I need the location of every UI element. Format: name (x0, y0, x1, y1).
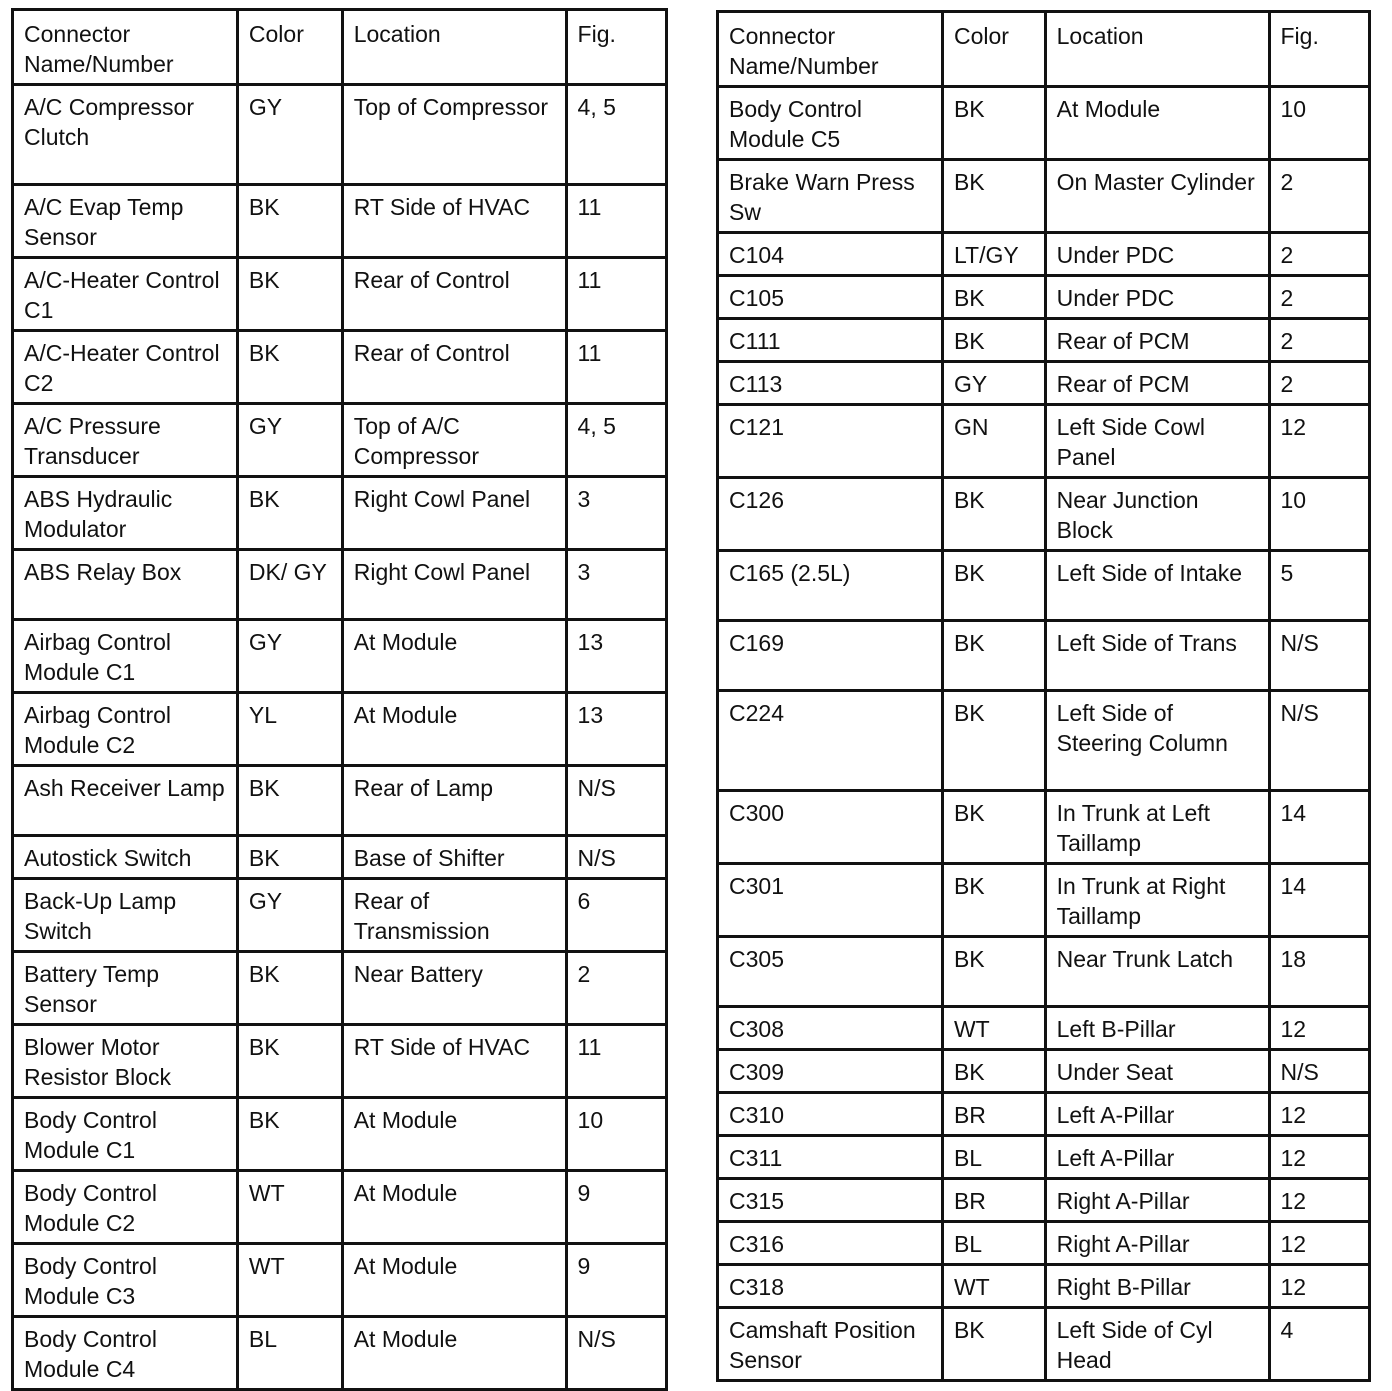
cell-name: C104 (718, 233, 943, 276)
cell-location: At Module (1045, 87, 1269, 160)
cell-fig: N/S (566, 836, 666, 879)
table-row (718, 937, 1370, 1007)
table-row (13, 404, 667, 477)
cell-location: Rear of PCM (1045, 319, 1269, 362)
cell-fig: N/S (566, 766, 666, 836)
cell-name: A/C Evap Temp Sensor (13, 185, 238, 258)
cell-fig: 2 (1269, 319, 1370, 362)
cell-location: At Module (342, 1171, 566, 1244)
table-header-row (718, 12, 1370, 87)
header-name: Connector Name/Number (718, 12, 943, 87)
cell-color: BK (942, 319, 1045, 362)
cell-name: Battery Temp Sensor (13, 952, 238, 1025)
cell-fig: 2 (1269, 276, 1370, 319)
cell-name: Body Control Module C2 (13, 1171, 238, 1244)
table-row (718, 1136, 1370, 1179)
table-row (718, 1265, 1370, 1308)
table-row (718, 1093, 1370, 1136)
cell-location: Right Cowl Panel (342, 550, 566, 620)
cell-location: At Module (342, 1244, 566, 1317)
cell-color: BK (237, 258, 342, 331)
cell-location: Left A-Pillar (1045, 1136, 1269, 1179)
cell-color: BR (942, 1093, 1045, 1136)
cell-name: Brake Warn Press Sw (718, 160, 943, 233)
cell-name: A/C-Heater Control C2 (13, 331, 238, 404)
table-row (13, 550, 667, 620)
cell-fig: 11 (566, 331, 666, 404)
cell-fig: 4, 5 (566, 85, 666, 185)
cell-name: Airbag Control Module C1 (13, 620, 238, 693)
cell-color: WT (237, 1171, 342, 1244)
cell-fig: 12 (1269, 405, 1370, 478)
connector-table-left (11, 8, 668, 1391)
cell-location: Left A-Pillar (1045, 1093, 1269, 1136)
cell-name: Body Control Module C1 (13, 1098, 238, 1171)
cell-location: Rear of Transmission (342, 879, 566, 952)
table-row (718, 405, 1370, 478)
cell-location: Right A-Pillar (1045, 1179, 1269, 1222)
cell-color: BK (942, 276, 1045, 319)
table-row (718, 276, 1370, 319)
header-location: Location (1045, 12, 1269, 87)
header-name: Connector Name/Number (13, 10, 238, 85)
table-row (718, 551, 1370, 621)
cell-name: C318 (718, 1265, 943, 1308)
table-row (13, 1171, 667, 1244)
cell-color: WT (942, 1007, 1045, 1050)
cell-color: GY (237, 879, 342, 952)
cell-location: Near Junction Block (1045, 478, 1269, 551)
cell-fig: 18 (1269, 937, 1370, 1007)
cell-location: Top of Compressor (342, 85, 566, 185)
cell-fig: 10 (1269, 478, 1370, 551)
cell-color: GN (942, 405, 1045, 478)
cell-location: Right B-Pillar (1045, 1265, 1269, 1308)
cell-location: In Trunk at Right Taillamp (1045, 864, 1269, 937)
cell-color: BK (237, 1098, 342, 1171)
table-row (13, 879, 667, 952)
table-row (718, 864, 1370, 937)
cell-fig: N/S (1269, 621, 1370, 691)
cell-fig: 3 (566, 477, 666, 550)
cell-fig: 3 (566, 550, 666, 620)
header-color: Color (237, 10, 342, 85)
cell-name: A/C-Heater Control C1 (13, 258, 238, 331)
cell-location: Right A-Pillar (1045, 1222, 1269, 1265)
cell-name: C224 (718, 691, 943, 791)
cell-color: BK (237, 1025, 342, 1098)
cell-name: Body Control Module C4 (13, 1317, 238, 1390)
cell-location: On Master Cylinder (1045, 160, 1269, 233)
table-header-row (13, 10, 667, 85)
table-row (13, 85, 667, 185)
cell-name: C111 (718, 319, 943, 362)
cell-fig: 10 (566, 1098, 666, 1171)
table-row (718, 791, 1370, 864)
cell-fig: 11 (566, 1025, 666, 1098)
cell-fig: 12 (1269, 1222, 1370, 1265)
table-row (13, 1317, 667, 1390)
cell-color: WT (942, 1265, 1045, 1308)
table-row (13, 766, 667, 836)
cell-fig: 12 (1269, 1093, 1370, 1136)
table-row (718, 1308, 1370, 1381)
cell-color: BK (237, 185, 342, 258)
cell-fig: 12 (1269, 1007, 1370, 1050)
cell-fig: 10 (1269, 87, 1370, 160)
cell-location: Rear of Control (342, 258, 566, 331)
cell-fig: N/S (1269, 691, 1370, 791)
cell-name: Ash Receiver Lamp (13, 766, 238, 836)
cell-color: GY (237, 404, 342, 477)
cell-fig: 13 (566, 693, 666, 766)
cell-fig: 2 (1269, 362, 1370, 405)
cell-fig: 14 (1269, 791, 1370, 864)
cell-location: At Module (342, 1317, 566, 1390)
cell-fig: 12 (1269, 1179, 1370, 1222)
cell-color: BK (237, 766, 342, 836)
cell-name: Autostick Switch (13, 836, 238, 879)
cell-location: At Module (342, 693, 566, 766)
cell-color: BK (942, 478, 1045, 551)
cell-color: BK (942, 864, 1045, 937)
cell-name: Blower Motor Resistor Block (13, 1025, 238, 1098)
table-row (13, 477, 667, 550)
cell-location: Rear of Lamp (342, 766, 566, 836)
connector-table-right (716, 10, 1371, 1382)
cell-name: A/C Compressor Clutch (13, 85, 238, 185)
cell-location: Under PDC (1045, 276, 1269, 319)
cell-color: WT (237, 1244, 342, 1317)
cell-name: ABS Relay Box (13, 550, 238, 620)
cell-color: BL (942, 1222, 1045, 1265)
cell-fig: 14 (1269, 864, 1370, 937)
table-row (718, 691, 1370, 791)
cell-color: BK (942, 691, 1045, 791)
table-row (13, 258, 667, 331)
table-body-right (718, 87, 1370, 1381)
cell-location: In Trunk at Left Taillamp (1045, 791, 1269, 864)
cell-location: Under Seat (1045, 1050, 1269, 1093)
cell-name: C126 (718, 478, 943, 551)
cell-color: BL (942, 1136, 1045, 1179)
table-row (13, 1244, 667, 1317)
cell-location: RT Side of HVAC (342, 1025, 566, 1098)
cell-fig: 2 (566, 952, 666, 1025)
cell-fig: 11 (566, 185, 666, 258)
header-color: Color (942, 12, 1045, 87)
table-row (718, 160, 1370, 233)
cell-location: Near Trunk Latch (1045, 937, 1269, 1007)
cell-color: BK (942, 937, 1045, 1007)
cell-location: Right Cowl Panel (342, 477, 566, 550)
cell-name: C305 (718, 937, 943, 1007)
cell-location: Left Side of Steering Column (1045, 691, 1269, 791)
cell-name: C113 (718, 362, 943, 405)
cell-color: YL (237, 693, 342, 766)
table-row (718, 233, 1370, 276)
cell-location: Left Side of Trans (1045, 621, 1269, 691)
cell-color: GY (942, 362, 1045, 405)
cell-fig: 12 (1269, 1265, 1370, 1308)
cell-name: C301 (718, 864, 943, 937)
table-body-left (13, 85, 667, 1390)
cell-color: BR (942, 1179, 1045, 1222)
cell-name: C165 (2.5L) (718, 551, 943, 621)
table-row (13, 1098, 667, 1171)
cell-fig: 12 (1269, 1136, 1370, 1179)
cell-name: C169 (718, 621, 943, 691)
cell-name: C316 (718, 1222, 943, 1265)
cell-color: GY (237, 85, 342, 185)
table-row (13, 836, 667, 879)
cell-fig: 9 (566, 1171, 666, 1244)
table-row (718, 1007, 1370, 1050)
cell-location: Left Side of Cyl Head (1045, 1308, 1269, 1381)
cell-location: Left Side of Intake (1045, 551, 1269, 621)
cell-fig: 4, 5 (566, 404, 666, 477)
cell-name: Camshaft Position Sensor (718, 1308, 943, 1381)
cell-fig: 5 (1269, 551, 1370, 621)
cell-fig: 2 (1269, 233, 1370, 276)
cell-color: BK (942, 551, 1045, 621)
cell-fig: 13 (566, 620, 666, 693)
cell-name: A/C Pressure Transducer (13, 404, 238, 477)
cell-location: Rear of Control (342, 331, 566, 404)
header-fig: Fig. (1269, 12, 1370, 87)
table-row (718, 1179, 1370, 1222)
cell-color: BK (942, 1308, 1045, 1381)
cell-name: C311 (718, 1136, 943, 1179)
cell-name: C310 (718, 1093, 943, 1136)
table-row (13, 185, 667, 258)
table-row (13, 1025, 667, 1098)
cell-fig: 2 (1269, 160, 1370, 233)
cell-color: BK (942, 160, 1045, 233)
cell-fig: 6 (566, 879, 666, 952)
cell-name: C105 (718, 276, 943, 319)
cell-location: Near Battery (342, 952, 566, 1025)
cell-color: BK (237, 836, 342, 879)
table-row (718, 87, 1370, 160)
table-row (718, 1222, 1370, 1265)
cell-color: BK (942, 1050, 1045, 1093)
cell-name: C300 (718, 791, 943, 864)
header-location: Location (342, 10, 566, 85)
table-row (718, 478, 1370, 551)
cell-location: Left B-Pillar (1045, 1007, 1269, 1050)
cell-color: DK/ GY (237, 550, 342, 620)
cell-fig: 11 (566, 258, 666, 331)
cell-color: BK (237, 952, 342, 1025)
table-row (718, 319, 1370, 362)
table-row (13, 620, 667, 693)
cell-color: BK (237, 331, 342, 404)
table-row (13, 693, 667, 766)
cell-name: C121 (718, 405, 943, 478)
cell-fig: 4 (1269, 1308, 1370, 1381)
cell-location: RT Side of HVAC (342, 185, 566, 258)
cell-color: LT/GY (942, 233, 1045, 276)
cell-location: Under PDC (1045, 233, 1269, 276)
cell-location: At Module (342, 620, 566, 693)
cell-color: BK (942, 87, 1045, 160)
cell-color: BK (942, 791, 1045, 864)
cell-fig: N/S (566, 1317, 666, 1390)
cell-name: C309 (718, 1050, 943, 1093)
cell-name: Body Control Module C5 (718, 87, 943, 160)
cell-name: C315 (718, 1179, 943, 1222)
cell-name: Back-Up Lamp Switch (13, 879, 238, 952)
cell-name: Body Control Module C3 (13, 1244, 238, 1317)
table-row (13, 952, 667, 1025)
cell-name: Airbag Control Module C2 (13, 693, 238, 766)
cell-location: Rear of PCM (1045, 362, 1269, 405)
cell-location: Base of Shifter (342, 836, 566, 879)
table-row (718, 621, 1370, 691)
table-row (718, 362, 1370, 405)
cell-name: ABS Hydraulic Modulator (13, 477, 238, 550)
cell-color: BK (942, 621, 1045, 691)
cell-location: Top of A/C Compressor (342, 404, 566, 477)
cell-color: BK (237, 477, 342, 550)
table-row (13, 331, 667, 404)
cell-location: Left Side Cowl Panel (1045, 405, 1269, 478)
table-row (718, 1050, 1370, 1093)
cell-location: At Module (342, 1098, 566, 1171)
cell-name: C308 (718, 1007, 943, 1050)
cell-color: GY (237, 620, 342, 693)
cell-fig: N/S (1269, 1050, 1370, 1093)
header-fig: Fig. (566, 10, 666, 85)
cell-fig: 9 (566, 1244, 666, 1317)
cell-color: BL (237, 1317, 342, 1390)
